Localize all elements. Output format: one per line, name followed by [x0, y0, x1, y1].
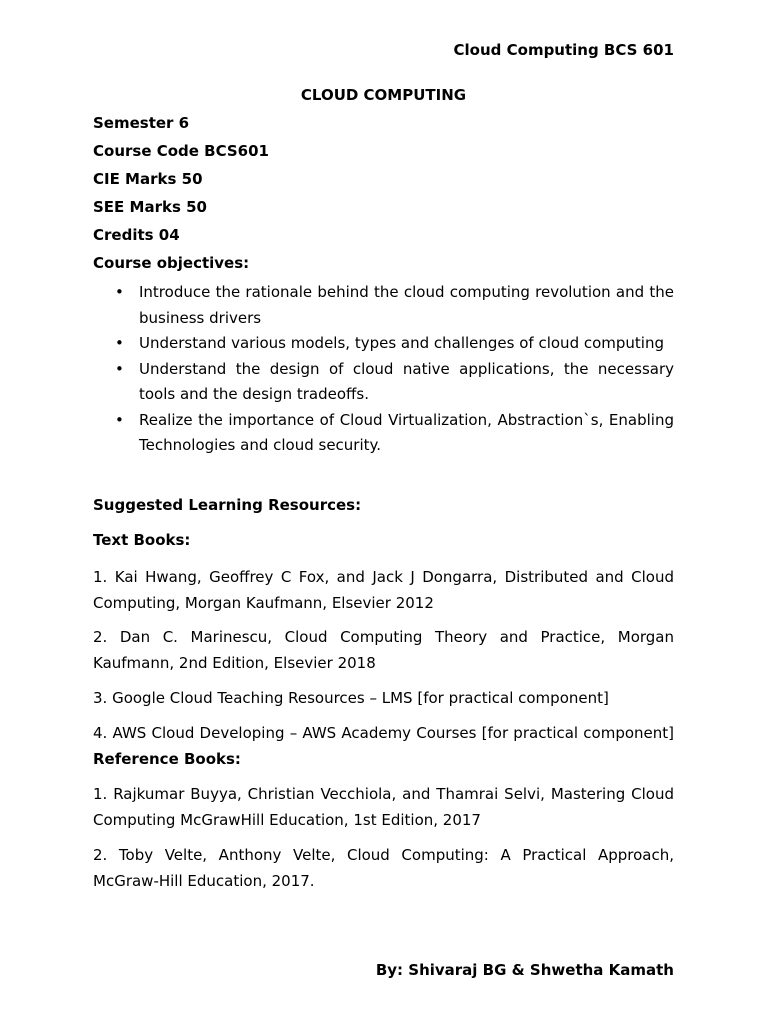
- text-book-item-with-heading: [93, 720, 674, 772]
- bullet-icon: •: [115, 283, 124, 301]
- reference-book-item: 2. Toby Velte, Anthony Velte, Cloud Computing: A Practical Approach, McGraw-Hill Education, 2017.: [93, 846, 674, 890]
- objective-item: [93, 331, 674, 357]
- objective-text: Realize the importance of Cloud Virtualization, Abstraction`s, Enabling Technologies and cloud security.: [139, 410, 674, 454]
- objective-text: Introduce the rationale behind the cloud computing revolution and the business drivers: [139, 283, 674, 327]
- document-title: CLOUD COMPUTING: [300, 86, 467, 104]
- bullet-icon: •: [115, 334, 124, 352]
- objectives-list: [93, 280, 674, 459]
- text-book-item: 4. AWS Cloud Developing – AWS Academy Courses [for practical component]: [93, 724, 674, 742]
- bullet-icon: •: [115, 410, 124, 429]
- reference-books-heading: Reference Books:: [93, 750, 241, 768]
- text-book-item: 3. Google Cloud Teaching Resources – LMS [for practical component]: [93, 689, 609, 707]
- objective-item: [93, 357, 674, 408]
- text-book-item: 2. Dan C. Marinescu, Cloud Computing Theory and Practice, Morgan Kaufmann, 2nd Edition, Elsevier 2018: [93, 628, 674, 672]
- see-marks-line: SEE Marks 50: [93, 198, 207, 216]
- objectives-heading: Course objectives:: [93, 254, 250, 272]
- cie-marks-line: CIE Marks 50: [93, 170, 203, 188]
- page-header: Cloud Computing BCS 601: [453, 41, 674, 59]
- course-code-line: Course Code BCS601: [93, 142, 269, 160]
- page-footer: By: Shivaraj BG & Shwetha Kamath: [375, 961, 674, 979]
- text-book-item: 1. Kai Hwang, Geoffrey C Fox, and Jack J Dongarra, Distributed and Cloud Computing, Morgan Kaufmann, Elsevier 2012: [93, 568, 674, 612]
- objective-text: Understand various models, types and challenges of cloud computing: [139, 334, 664, 352]
- text-books-heading: Text Books:: [93, 531, 191, 549]
- resources-heading: Suggested Learning Resources:: [93, 496, 362, 514]
- credits-line: Credits 04: [93, 226, 180, 244]
- semester-line: Semester 6: [93, 114, 190, 132]
- reference-book-item: 1. Rajkumar Buyya, Christian Vecchiola, and Thamrai Selvi, Mastering Cloud Computing McGrawHill Education, 1st Edition, 2017: [93, 785, 674, 829]
- bullet-icon: •: [115, 359, 124, 378]
- objective-item: [93, 280, 674, 331]
- objective-item: [93, 408, 674, 459]
- objective-text: Understand the design of cloud native applications, the necessary tools and the design tradeoffs.: [139, 359, 674, 403]
